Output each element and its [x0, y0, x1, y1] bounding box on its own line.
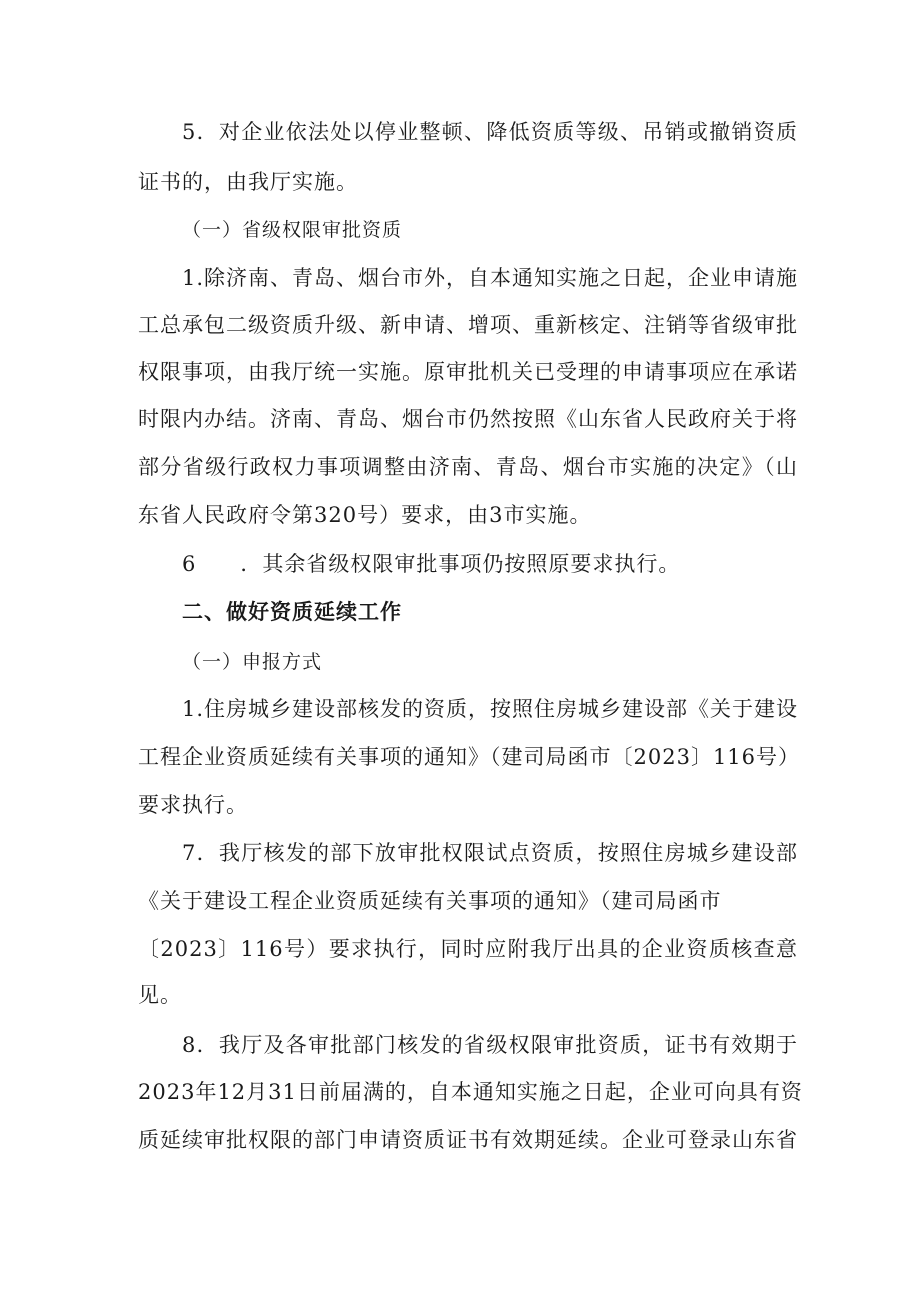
- subheading-provincial-approval: （一）省级权限审批资质: [182, 219, 403, 241]
- para-item-6: 6 ．其余省级权限审批事项仍按照原要求执行。: [182, 552, 681, 576]
- para-item-7-line-4: 见。: [138, 983, 182, 1007]
- para-item-7-line-2: 《关于建设工程企业资质延续有关事项的通知》（建司局函市: [138, 889, 722, 913]
- section-heading-2: 二、做好资质延续工作: [182, 600, 402, 624]
- para-ministry-line-2: 工程企业资质延续有关事项的通知》（建司局函市〔2023〕116号）: [138, 745, 801, 769]
- para-item-8-line-2: 2023年12月31日前届满的，自本通知实施之日起，企业可向具有资: [138, 1080, 803, 1104]
- para-1-line-5: 部分省级行政权力事项调整由济南、青岛、烟台市实施的决定》（山: [138, 455, 798, 479]
- subheading-declaration-method: （一）申报方式: [182, 651, 323, 673]
- para-1-line-2: 工总承包二级资质升级、新申请、增项、重新核定、注销等省级审批: [138, 313, 798, 337]
- para-1-line-3: 权限事项，由我厅统一实施。原审批机关已受理的申请事项应在承诺: [138, 360, 798, 384]
- para-item-5-line-1: 5．对企业依法处以停业整顿、降低资质等级、吊销或撤销资质: [182, 120, 798, 144]
- para-1-line-6: 东省人民政府令第320号）要求，由3市实施。: [138, 503, 592, 527]
- para-ministry-line-3: 要求执行。: [138, 793, 248, 817]
- para-item-5-line-2: 证书的，由我厅实施。: [138, 170, 358, 194]
- para-1-line-1: 1.除济南、青岛、烟台市外，自本通知实施之日起，企业申请施: [182, 266, 799, 290]
- para-ministry-line-1: 1.住房城乡建设部核发的资质，按照住房城乡建设部《关于建设: [182, 697, 799, 721]
- para-item-8-line-3: 质延续审批权限的部门申请资质证书有效期延续。企业可登录山东省: [138, 1128, 798, 1152]
- para-item-7-line-1: 7．我厅核发的部下放审批权限试点资质，按照住房城乡建设部: [182, 841, 798, 865]
- para-item-7-line-3: 〔2023〕116号）要求执行，同时应附我厅出具的企业资质核查意: [138, 937, 798, 961]
- para-item-8-line-1: 8．我厅及各审批部门核发的省级权限审批资质，证书有效期于: [182, 1033, 798, 1057]
- para-1-line-4: 时限内办结。济南、青岛、烟台市仍然按照《山东省人民政府关于将: [138, 407, 798, 431]
